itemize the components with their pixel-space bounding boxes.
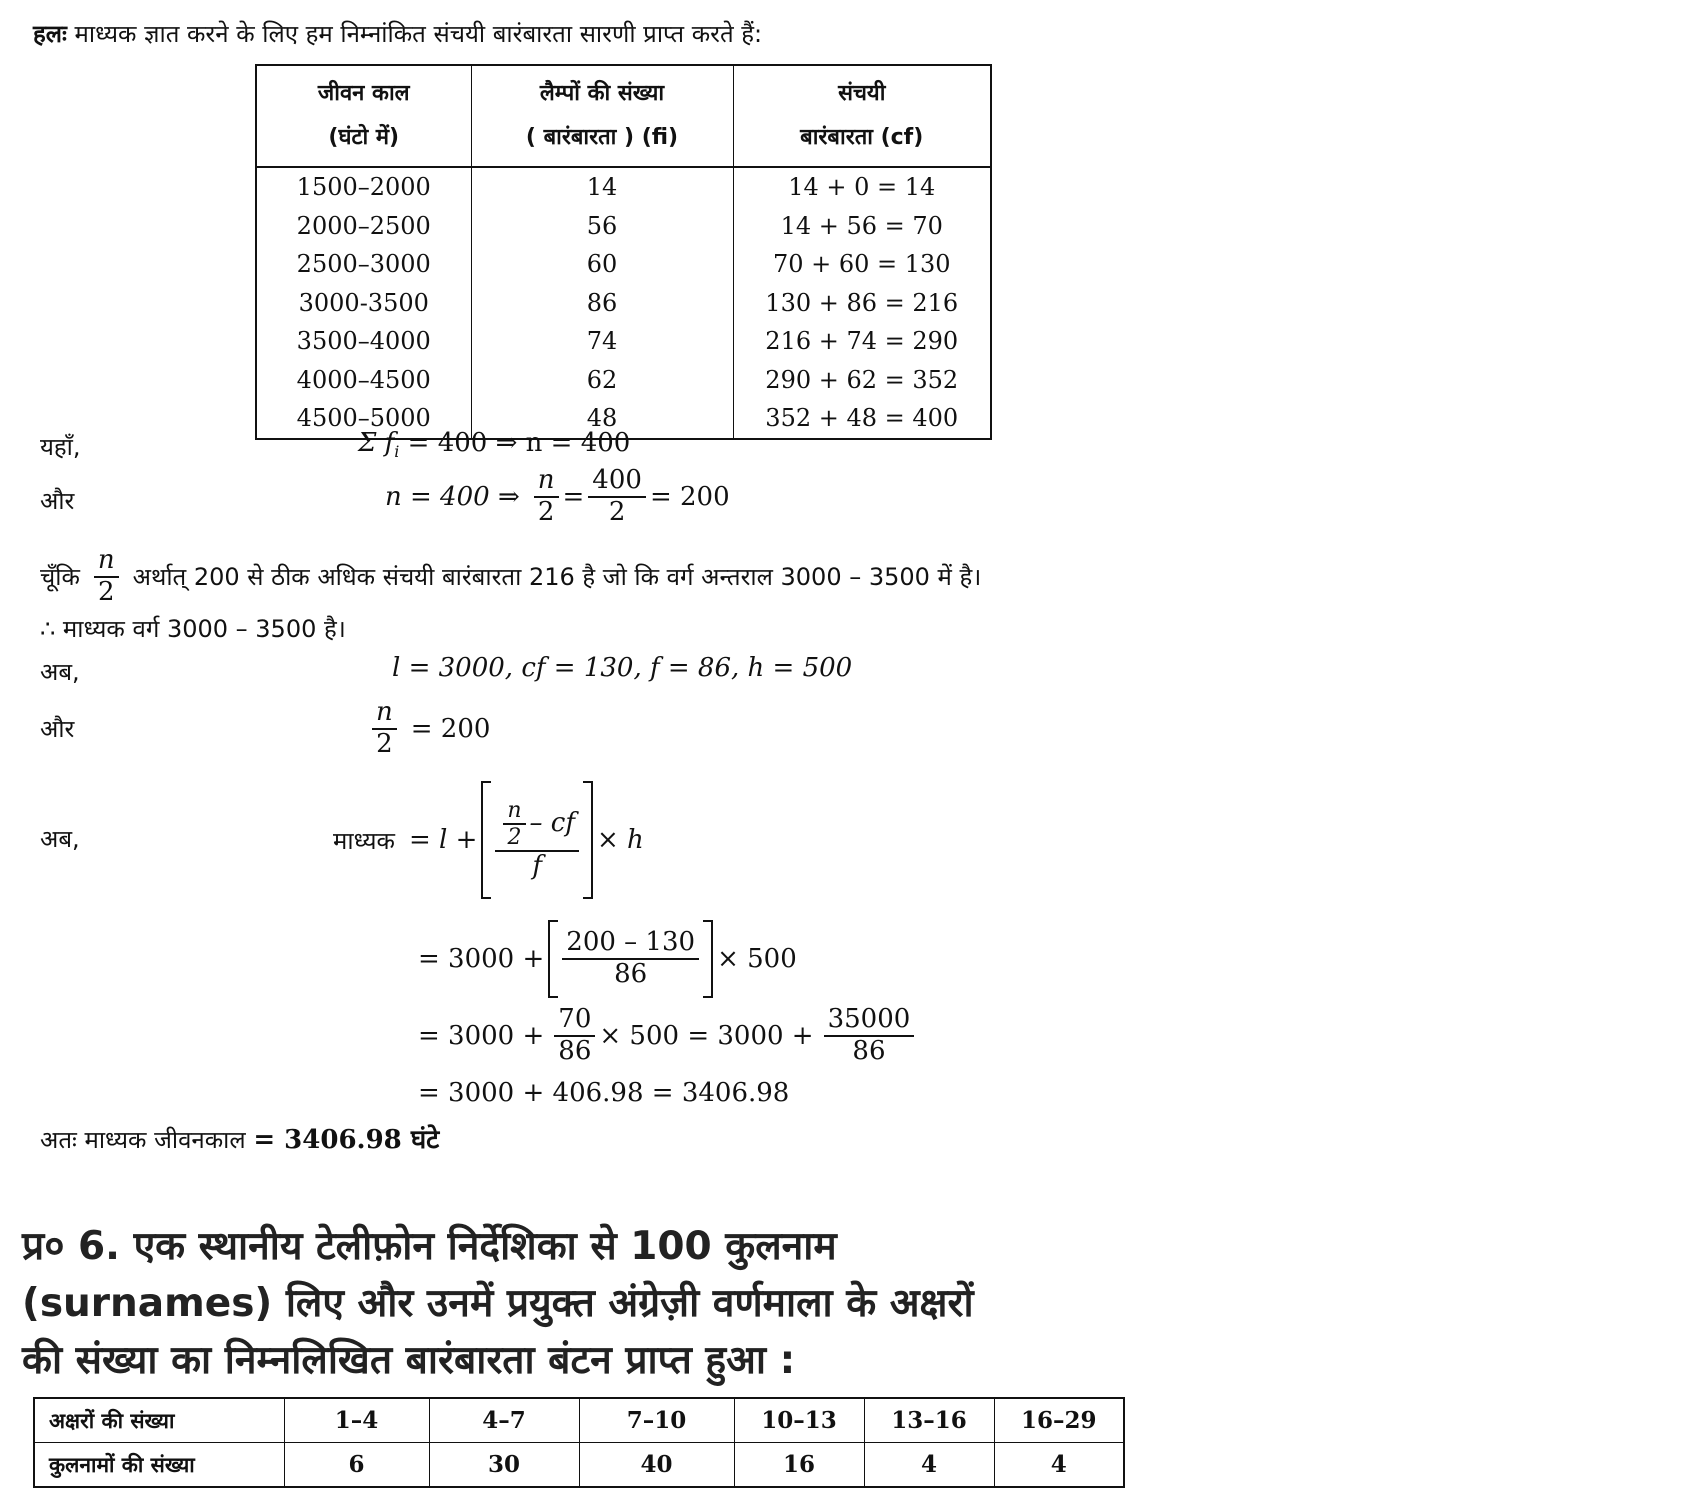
table-row: कुलनामों की संख्या 6 30 40 16 4 4 xyxy=(34,1443,1124,1488)
lifetime-table xyxy=(255,64,992,440)
intro-text: माध्यक ज्ञात करने के लिए हम निम्नांकित संचयी बारंबारता सारणी प्राप्त करते हैं: xyxy=(74,20,763,48)
question-line-2: (surnames) लिए और उनमें प्रयुक्त अंग्रेज़ी वर्णमाला के अक्षरों xyxy=(22,1281,974,1326)
letters-table xyxy=(33,1397,1125,1488)
calc-line-2: = 3000 + $\frac{70}{86}$ × 500 = 3000 + $\frac{35000}{86}$ xyxy=(418,1005,918,1067)
n-half-equation: n = 400 ⇒ $\frac{n}{2}$ = $\frac{400}{2}$ = 200 xyxy=(385,465,730,527)
therefore-line: ∴ माध्यक वर्ग 3000 – 3500 है। xyxy=(40,615,346,643)
median-formula: माध्यक = l + $\frac{n}{2}$ – cf f × h xyxy=(333,775,644,905)
table-row: 1500–2000 14 14 + 0 = 14 xyxy=(256,167,991,207)
here-label: यहाँ, xyxy=(40,433,81,461)
question-line-1: प्र० 6. एक स्थानीय टेलीफ़ोन निर्देशिका से 100 कुलनाम xyxy=(22,1224,837,1269)
intro-label: हलः xyxy=(33,20,67,48)
result-line xyxy=(40,1120,439,1156)
calc-line-1: = 3000 + $\frac{200 - 130}{86}$ × 500 xyxy=(418,920,797,998)
result-label: अतः माध्यक जीवनकाल xyxy=(40,1126,246,1154)
intro-line xyxy=(33,17,762,50)
result-value: = 3406.98 घंटे xyxy=(253,1125,440,1155)
header-cumulative: संचयी बारंबारता (cf) xyxy=(733,65,991,167)
table-row: 2500–3000 60 70 + 60 = 130 xyxy=(256,245,991,284)
now-label: अब, xyxy=(40,658,80,686)
table-row: 3000-3500 86 130 + 86 = 216 xyxy=(256,284,991,323)
table-row: अक्षरों की संख्या 1–4 4–7 7–10 10–13 13–16 16–29 xyxy=(34,1398,1124,1443)
n2-equation: $\frac{n}{2}$ = 200 xyxy=(368,698,490,760)
calc-line-3: = 3000 + 406.98 = 3406.98 xyxy=(418,1078,790,1108)
and2-label: और xyxy=(40,715,75,743)
params-line: l = 3000, cf = 130, f = 86, h = 500 xyxy=(392,653,853,683)
question-line-3: की संख्या का निम्नलिखित बारंबारता बंटन प्राप्त हुआ : xyxy=(22,1338,796,1383)
table-row: 2000–2500 56 14 + 56 = 70 xyxy=(256,207,991,246)
and-label: और xyxy=(40,487,75,515)
table-row: 4500–5000 48 352 + 48 = 400 xyxy=(256,399,991,439)
sum-equation: Σ $f_i = 400$ ⇒ n = 400 xyxy=(358,428,631,462)
table-row: 3500–4000 74 216 + 74 = 290 xyxy=(256,322,991,361)
letters-row-label: अक्षरों की संख्या xyxy=(34,1398,284,1443)
surnames-row-label: कुलनामों की संख्या xyxy=(34,1443,284,1488)
header-frequency: लैम्पों की संख्या ( बारंबारता ) (fi) xyxy=(471,65,733,167)
since-line: चूँकि $\frac{n}{2}$ अर्थात् 200 से ठीक अधिक संचयी बारंबारता 216 है जो कि वर्ग अन्तराल 3000 – 3500 में है। xyxy=(40,545,982,607)
table-header-row xyxy=(256,65,991,167)
header-lifetime: जीवन काल (घंटो में) xyxy=(256,65,471,167)
now2-label: अब, xyxy=(40,825,80,853)
table-row: 4000–4500 62 290 + 62 = 352 xyxy=(256,361,991,400)
